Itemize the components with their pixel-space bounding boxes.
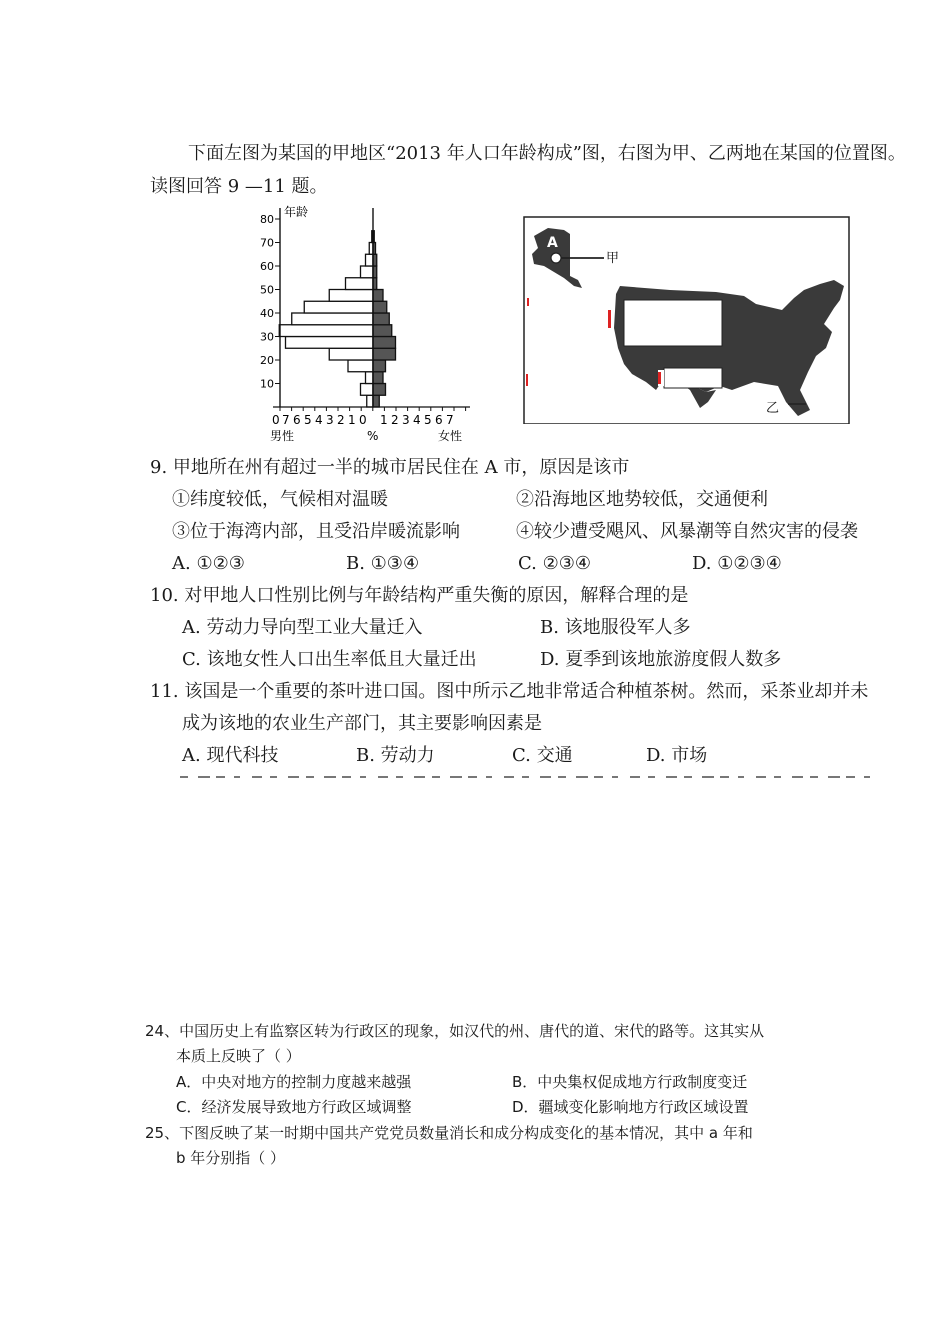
male-bar [346, 278, 374, 290]
text-fragment-stroke [540, 776, 551, 778]
x-tick-label-right: 7 [446, 413, 454, 427]
q9-stem: 9. 甲地所在州有超过一半的城市居民住在 A 市，原因是该市 [150, 457, 630, 478]
q10-option-a: A. 劳动力导向型工业大量迁入 [182, 617, 423, 638]
text-fragment-stroke [756, 776, 766, 778]
city-a-marker [551, 253, 561, 263]
x-tick-label-right: 4 [413, 413, 421, 427]
female-bar [373, 384, 386, 396]
population-pyramid-chart [180, 200, 480, 450]
label-jia: 甲 [606, 251, 620, 266]
text-fragment-stroke [450, 776, 462, 778]
text-fragment-stroke [576, 776, 588, 778]
text-fragment-stroke [180, 776, 188, 778]
male-bar [292, 313, 373, 325]
x-tick-label-left: 7 [282, 413, 290, 427]
text-fragment-stroke [432, 776, 440, 778]
text-fragment-stroke [648, 776, 655, 778]
white-block-upper [624, 300, 722, 346]
label-a: A [547, 235, 558, 251]
text-fragment-stroke [864, 776, 870, 778]
text-fragment-stroke [198, 776, 210, 778]
y-tick-label: 10 [260, 377, 274, 391]
q11-option-a: A. 现代科技 [182, 745, 279, 766]
male-bar [304, 301, 373, 313]
q25-stem-1: 25、下图反映了某一时期中国共产党党员数量消长和成分构成变化的基本情况，其中 a 年和 [145, 1124, 753, 1142]
x-tick-label-left: 5 [304, 413, 312, 427]
intro-line-2: 读图回答 9 —11 题。 [150, 176, 328, 197]
text-fragment-stroke [522, 776, 529, 778]
y-tick-label: 70 [260, 236, 274, 250]
male-bar [348, 360, 373, 372]
text-fragment-stroke [504, 776, 514, 778]
female-bar [373, 372, 383, 384]
y-tick-label: 30 [260, 330, 274, 344]
x-tick-label-right: 2 [391, 413, 399, 427]
q11-stem-2: 成为该地的农业生产部门，其主要影响因素是 [182, 713, 542, 734]
text-fragment-stroke [360, 776, 366, 778]
text-fragment-stroke [558, 776, 566, 778]
location-map [520, 214, 852, 424]
male-bar [329, 290, 373, 302]
text-fragment-stroke [216, 776, 225, 778]
q25-stem-2: b 年分别指（ ） [176, 1149, 286, 1167]
female-bar [373, 301, 387, 313]
female-bar [373, 325, 392, 337]
q11-option-b: B. 劳动力 [356, 745, 435, 766]
text-fragment-stroke [288, 776, 299, 778]
text-fragment-stroke [306, 776, 314, 778]
text-fragment-stroke [738, 776, 744, 778]
text-fragment-stroke [414, 776, 425, 778]
q9-option-b: B. ①③④ [346, 553, 420, 574]
q11-stem-1: 11. 该国是一个重要的茶叶进口国。图中所示乙地非常适合种植茶树。然而，采茶业却并未 [150, 681, 869, 702]
red-mark-3 [526, 374, 528, 386]
q9-option-d: D. ①②③④ [692, 553, 782, 574]
red-mark-4 [527, 298, 529, 306]
q9-option-a: A. ①②③ [172, 553, 245, 574]
text-fragment-stroke [846, 776, 855, 778]
q9-statement-3: ③位于海湾内部，且受沿岸暖流影响 [172, 521, 460, 542]
q9-statement-4: ④较少遭受飓风、风暴潮等自然灾害的侵袭 [516, 521, 858, 542]
x-tick-label-left: 3 [326, 413, 334, 427]
age-axis-label: 年龄 [284, 205, 309, 219]
y-tick-label: 20 [260, 354, 274, 367]
red-mark-1 [608, 310, 611, 328]
q11-option-c: C. 交通 [512, 745, 573, 766]
x-tick-label-right: 6 [435, 413, 443, 427]
x-tick-label-right: 1 [380, 413, 388, 427]
text-fragment-stroke [684, 776, 692, 778]
male-bar [366, 254, 374, 266]
text-fragment-stroke [720, 776, 729, 778]
cropped-text-fragment [150, 775, 890, 781]
white-block-lower [664, 368, 722, 388]
text-fragment-stroke [468, 776, 477, 778]
intro-line-1: 下面左图为某国的甲地区“2013 年人口年龄构成”图，右图为甲、乙两地在某国的位置图。 [188, 143, 906, 164]
male-bar [279, 325, 373, 337]
text-fragment-stroke [234, 776, 240, 778]
q9-statement-1: ①纬度较低，气候相对温暖 [172, 489, 388, 510]
q10-stem: 10. 对甲地人口性别比例与年龄结构严重失衡的原因，解释合理的是 [150, 585, 689, 606]
text-fragment-stroke [486, 776, 492, 778]
q24-stem-1: 24、中国历史上有监察区转为行政区的现象，如汉代的州、唐代的道、宋代的路等。这其实从 [145, 1022, 765, 1040]
text-fragment-stroke [378, 776, 388, 778]
text-fragment-stroke [810, 776, 818, 778]
q11-option-d: D. 市场 [646, 745, 708, 766]
x-tick-label-left: 6 [293, 413, 301, 427]
text-fragment-stroke [270, 776, 277, 778]
y-tick-label: 50 [260, 283, 274, 297]
y-tick-label: 80 [260, 213, 274, 226]
x-tick-label-right: 5 [424, 413, 432, 427]
percent-label: % [367, 429, 379, 443]
female-label: 女性 [438, 429, 463, 443]
text-fragment-stroke [702, 776, 714, 778]
text-fragment-stroke [342, 776, 351, 778]
x-tick-label-left: 4 [315, 413, 323, 427]
male-label: 男性 [270, 429, 295, 443]
q10-option-b: B. 该地服役军人多 [540, 617, 691, 638]
text-fragment-stroke [774, 776, 781, 778]
text-fragment-stroke [630, 776, 640, 778]
female-bar [373, 348, 396, 360]
q24-stem-2: 本质上反映了（ ） [176, 1047, 301, 1065]
x-tick-label-left: 1 [348, 413, 356, 427]
text-fragment-stroke [792, 776, 803, 778]
x-tick-label-right: 3 [402, 413, 410, 427]
y-tick-label: 60 [260, 260, 274, 273]
text-fragment-stroke [828, 776, 840, 778]
q24-option-b: B．中央集权促成地方行政制度变迁 [512, 1073, 748, 1091]
label-yi: 乙 [766, 401, 780, 416]
female-bar [373, 337, 396, 349]
male-bar [361, 266, 374, 278]
q10-option-d: D. 夏季到该地旅游度假人数多 [540, 649, 782, 670]
female-bar [373, 313, 389, 325]
male-bar [329, 348, 373, 360]
male-bar [366, 372, 374, 384]
q9-option-c: C. ②③④ [518, 553, 591, 574]
q9-statement-2: ②沿海地区地势较低，交通便利 [516, 489, 768, 510]
male-bar [367, 395, 373, 407]
female-bar [373, 290, 383, 302]
female-bar [373, 395, 379, 407]
male-bar [361, 384, 374, 396]
q24-option-d: D．疆域变化影响地方行政区域设置 [512, 1098, 749, 1116]
q10-option-c: C. 该地女性人口出生率低且大量迁出 [182, 649, 477, 670]
q24-option-c: C．经济发展导致地方行政区域调整 [176, 1098, 412, 1116]
text-fragment-stroke [324, 776, 336, 778]
text-fragment-stroke [594, 776, 603, 778]
x-tick-label-left: 0 [359, 413, 367, 427]
x-tick-label-left: 2 [337, 413, 345, 427]
text-fragment-stroke [396, 776, 403, 778]
text-fragment-stroke [612, 776, 618, 778]
female-bar [373, 360, 386, 372]
x-tick-label-left: 0 [272, 413, 280, 427]
male-bar [286, 337, 374, 349]
red-mark-2 [658, 372, 661, 384]
q24-option-a: A．中央对地方的控制力度越来越强 [176, 1073, 412, 1091]
text-fragment-stroke [666, 776, 677, 778]
text-fragment-stroke [252, 776, 262, 778]
y-tick-label: 40 [260, 307, 274, 320]
